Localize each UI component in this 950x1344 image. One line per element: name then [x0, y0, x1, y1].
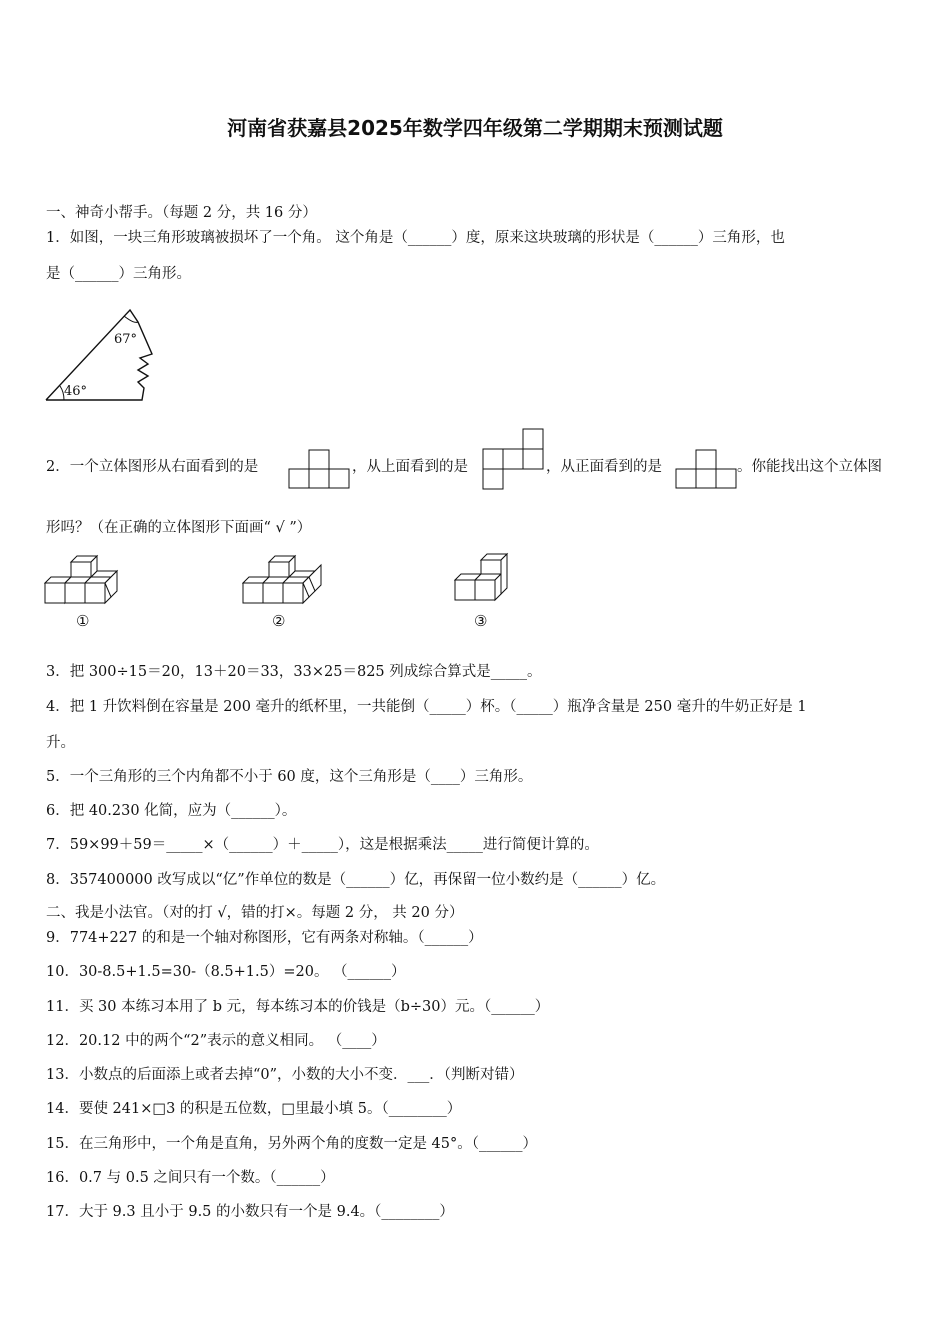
question-1-line2: 是（______）三角形。: [46, 266, 191, 282]
question-4-line2: 升。: [46, 735, 75, 751]
question-13: 13．小数点的后面添上或者去掉“0”，小数的大小不变．___．（判断对错）: [46, 1067, 524, 1083]
question-6: 6．把 40.230 化简，应为（______）。: [46, 803, 297, 819]
solid-option-1[interactable]: [44, 548, 124, 606]
question-2-part3: ，从正面看到的是: [546, 459, 662, 475]
question-2-part2: ，从上面看到的是: [352, 459, 468, 475]
question-2-part1: 2．一个立体图形从右面看到的是: [46, 459, 259, 475]
question-15: 15．在三角形中，一个角是直角，另外两个角的度数一定是 45°。（______）: [46, 1136, 538, 1152]
right-view-grid: [288, 449, 350, 489]
question-11: 11．买 30 本练习本用了 b 元，每本练习本的价钱是（b÷30）元。（______）: [46, 999, 550, 1015]
question-2-part4: 。你能找出这个立体图: [737, 459, 882, 475]
question-2-line2: 形吗？（在正确的立体图形下面画“ √ ”）: [46, 520, 312, 536]
question-1-line1: 1．如图，一块三角形玻璃被损坏了一个角。 这个角是（______）度，原来这块玻璃的形状是（______）三角形，也: [46, 230, 785, 246]
question-9: 9．774+227 的和是一个轴对称图形，它有两条对称轴。（______）: [46, 930, 483, 946]
section1-heading: 一、神奇小帮手。（每题 2 分，共 16 分）: [46, 205, 317, 221]
question-4-line1: 4．把 1 升饮料倒在容量是 200 毫升的纸杯里，一共能倒（_____）杯。（_____）瓶净含量是 250 毫升的牛奶正好是 1: [46, 699, 807, 715]
question-10: 10．30-8.5+1.5=30-（8.5+1.5）=20。 （______）: [46, 964, 406, 980]
option-2-label[interactable]: ②: [272, 612, 286, 630]
question-3: 3．把 300÷15＝20，13＋20＝33，33×25＝825 列成综合算式是_____。: [46, 664, 542, 680]
solid-option-3[interactable]: [454, 552, 514, 604]
question-14: 14．要使 241×□3 的积是五位数，□里最小填 5。（________）: [46, 1101, 462, 1117]
front-view-grid: [675, 449, 737, 489]
section2-heading: 二、我是小法官。（对的打 √，错的打×。每题 2 分， 共 20 分）: [46, 905, 464, 921]
question-16: 16．0.7 与 0.5 之间只有一个数。（______）: [46, 1170, 335, 1186]
angle-67-label: 67°: [114, 332, 138, 347]
question-8: 8．357400000 改写成以“亿”作单位的数是（______）亿，再保留一位小数约是（______）亿。: [46, 872, 666, 888]
page-title: 河南省获嘉县2025年数学四年级第二学期期末预测试题: [227, 116, 723, 140]
question-17: 17．大于 9.3 且小于 9.5 的小数只有一个是 9.4。（________）: [46, 1204, 454, 1220]
option-3-label[interactable]: ③: [474, 612, 488, 630]
question-12: 12．20.12 中的两个“2”表示的意义相同。 （____）: [46, 1033, 386, 1049]
angle-46-label: 46°: [64, 384, 88, 399]
question-5: 5．一个三角形的三个内角都不小于 60 度，这个三角形是（____）三角形。: [46, 769, 533, 785]
solid-option-2[interactable]: [242, 548, 328, 606]
top-view-grid: [482, 428, 544, 490]
broken-triangle-figure: [44, 308, 159, 404]
question-7: 7．59×99＋59＝_____×（______）＋_____），这是根据乘法_____进行简便计算的。: [46, 837, 599, 853]
option-1-label[interactable]: ①: [76, 612, 90, 630]
